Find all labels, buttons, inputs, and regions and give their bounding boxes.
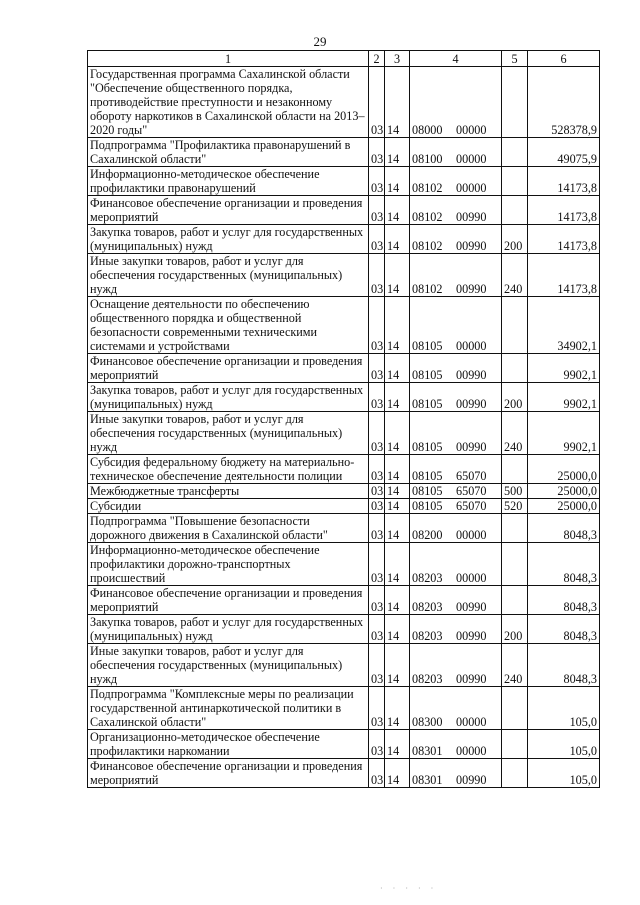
table-row: [88, 138, 600, 167]
header-row: [88, 51, 600, 67]
amount-cell: 9902,1: [528, 412, 600, 455]
column-header: 2: [369, 51, 385, 67]
table-row: [88, 687, 600, 730]
section-code-cell: 03: [369, 499, 385, 514]
section-code-cell: 03: [369, 586, 385, 615]
target-code-direction: 00000: [456, 152, 487, 166]
expense-type-cell: [502, 514, 528, 543]
amount-cell: 105,0: [528, 759, 600, 788]
target-code-cell: [410, 484, 502, 499]
subsection-code-cell: 14: [385, 455, 410, 484]
expense-type-cell: 200: [502, 383, 528, 412]
subsection-code-cell: 14: [385, 514, 410, 543]
subsection-code-cell: 14: [385, 196, 410, 225]
table-row: [88, 383, 600, 412]
amount-cell: 8048,3: [528, 615, 600, 644]
table-row: [88, 499, 600, 514]
target-code-cell: [410, 225, 502, 254]
target-code-cell: [410, 759, 502, 788]
expense-type-cell: 240: [502, 644, 528, 687]
expense-type-cell: [502, 297, 528, 354]
table-row: [88, 615, 600, 644]
amount-cell: 14173,8: [528, 196, 600, 225]
expense-type-cell: 200: [502, 225, 528, 254]
table-row: [88, 759, 600, 788]
row-name-cell: Организационно-методическое обеспечение профилактики наркомании: [88, 730, 369, 759]
target-code-program: 08301: [412, 744, 443, 758]
target-code-program: 08105: [412, 368, 443, 382]
subsection-code-cell: 14: [385, 730, 410, 759]
table-row: [88, 514, 600, 543]
amount-cell: 34902,1: [528, 297, 600, 354]
section-code-cell: 03: [369, 687, 385, 730]
expense-type-cell: [502, 455, 528, 484]
section-code-cell: 03: [369, 514, 385, 543]
target-code-direction: 00000: [456, 528, 487, 542]
target-code-cell: [410, 586, 502, 615]
section-code-cell: 03: [369, 730, 385, 759]
row-name-cell: Субсидии: [88, 499, 369, 514]
page-number: 29: [313, 34, 327, 49]
target-code-direction: 00990: [456, 210, 487, 224]
expense-type-cell: [502, 687, 528, 730]
target-code-direction: 00990: [456, 672, 487, 686]
target-code-direction: 00000: [456, 181, 487, 195]
subsection-code-cell: 14: [385, 167, 410, 196]
target-code-direction: 65070: [456, 484, 487, 498]
target-code-program: 08105: [412, 339, 443, 353]
section-code-cell: 03: [369, 412, 385, 455]
section-code-cell: 03: [369, 67, 385, 138]
target-code-cell: [410, 499, 502, 514]
target-code-program: 08102: [412, 282, 443, 296]
subsection-code-cell: 14: [385, 383, 410, 412]
target-code-program: 08203: [412, 672, 443, 686]
budget-table: [87, 50, 600, 788]
row-name-cell: Информационно-методическое обеспечение профилактики дорожно-транспортных происшествий: [88, 543, 369, 586]
target-code-cell: [410, 354, 502, 383]
section-code-cell: 03: [369, 383, 385, 412]
table-row: [88, 586, 600, 615]
subsection-code-cell: 14: [385, 687, 410, 730]
subsection-code-cell: 14: [385, 615, 410, 644]
section-code-cell: 03: [369, 297, 385, 354]
amount-cell: 49075,9: [528, 138, 600, 167]
row-name-cell: Закупка товаров, работ и услуг для государственных (муниципальных) нужд: [88, 615, 369, 644]
table-row: [88, 484, 600, 499]
expense-type-cell: 240: [502, 254, 528, 297]
expense-type-cell: [502, 759, 528, 788]
subsection-code-cell: 14: [385, 225, 410, 254]
target-code-program: 08105: [412, 499, 443, 513]
subsection-code-cell: 14: [385, 354, 410, 383]
expense-type-cell: 520: [502, 499, 528, 514]
target-code-program: 08100: [412, 152, 443, 166]
column-header: 3: [385, 51, 410, 67]
target-code-program: 08105: [412, 440, 443, 454]
subsection-code-cell: 14: [385, 297, 410, 354]
section-code-cell: 03: [369, 167, 385, 196]
section-code-cell: 03: [369, 225, 385, 254]
row-name-cell: Иные закупки товаров, работ и услуг для обеспечения государственных (муниципальных) нужд: [88, 412, 369, 455]
amount-cell: 8048,3: [528, 514, 600, 543]
target-code-program: 08203: [412, 571, 443, 585]
row-name-cell: Закупка товаров, работ и услуг для государственных (муниципальных) нужд: [88, 383, 369, 412]
target-code-cell: [410, 455, 502, 484]
row-name-cell: Межбюджетные трансферты: [88, 484, 369, 499]
section-code-cell: 03: [369, 138, 385, 167]
amount-cell: 9902,1: [528, 354, 600, 383]
row-name-cell: Подпрограмма "Повышение безопасности дорожного движения в Сахалинской области": [88, 514, 369, 543]
target-code-cell: [410, 196, 502, 225]
target-code-direction: 65070: [456, 469, 487, 483]
table-row: [88, 196, 600, 225]
section-code-cell: 03: [369, 455, 385, 484]
column-header: 1: [88, 51, 369, 67]
target-code-direction: 00000: [456, 715, 487, 729]
amount-cell: 14173,8: [528, 167, 600, 196]
section-code-cell: 03: [369, 759, 385, 788]
subsection-code-cell: 14: [385, 543, 410, 586]
target-code-program: 08102: [412, 210, 443, 224]
row-name-cell: Иные закупки товаров, работ и услуг для обеспечения государственных (муниципальных) нужд: [88, 254, 369, 297]
target-code-direction: 00000: [456, 339, 487, 353]
row-name-cell: Закупка товаров, работ и услуг для государственных (муниципальных) нужд: [88, 225, 369, 254]
target-code-direction: 00990: [456, 600, 487, 614]
column-header: 4: [410, 51, 502, 67]
target-code-cell: [410, 687, 502, 730]
table-row: [88, 354, 600, 383]
target-code-direction: 00000: [456, 123, 487, 137]
subsection-code-cell: 14: [385, 67, 410, 138]
column-header: 6: [528, 51, 600, 67]
target-code-cell: [410, 644, 502, 687]
target-code-direction: 00000: [456, 571, 487, 585]
amount-cell: 25000,0: [528, 484, 600, 499]
section-code-cell: 03: [369, 615, 385, 644]
table-row: [88, 67, 600, 138]
table-row: [88, 644, 600, 687]
row-name-cell: Подпрограмма "Комплексные меры по реализации государственной антинаркотической политики в Сахалинской области": [88, 687, 369, 730]
target-code-direction: 00000: [456, 744, 487, 758]
target-code-cell: [410, 67, 502, 138]
subsection-code-cell: 14: [385, 412, 410, 455]
target-code-cell: [410, 514, 502, 543]
target-code-direction: 00990: [456, 397, 487, 411]
target-code-program: 08200: [412, 528, 443, 542]
table-row: [88, 412, 600, 455]
row-name-cell: Финансовое обеспечение организации и проведения мероприятий: [88, 354, 369, 383]
section-code-cell: 03: [369, 644, 385, 687]
target-code-cell: [410, 167, 502, 196]
subsection-code-cell: 14: [385, 499, 410, 514]
row-name-cell: Финансовое обеспечение организации и проведения мероприятий: [88, 586, 369, 615]
target-code-cell: [410, 297, 502, 354]
target-code-direction: 00990: [456, 440, 487, 454]
row-name-cell: Оснащение деятельности по обеспечению общественного порядка и общественной безопасности современными техническими системами и устройствами: [88, 297, 369, 354]
amount-cell: 105,0: [528, 687, 600, 730]
target-code-program: 08102: [412, 239, 443, 253]
table-row: [88, 730, 600, 759]
expense-type-cell: 500: [502, 484, 528, 499]
row-name-cell: Подпрограмма "Профилактика правонарушений в Сахалинской области": [88, 138, 369, 167]
subsection-code-cell: 14: [385, 254, 410, 297]
target-code-cell: [410, 615, 502, 644]
target-code-cell: [410, 138, 502, 167]
target-code-program: 08102: [412, 181, 443, 195]
target-code-program: 08105: [412, 469, 443, 483]
section-code-cell: 03: [369, 254, 385, 297]
amount-cell: 528378,9: [528, 67, 600, 138]
section-code-cell: 03: [369, 543, 385, 586]
section-code-cell: 03: [369, 354, 385, 383]
amount-cell: 25000,0: [528, 499, 600, 514]
table-row: [88, 455, 600, 484]
table-row: [88, 297, 600, 354]
row-name-cell: Государственная программа Сахалинской области "Обеспечение общественного порядка, противодействие преступности и незаконному обороту наркотиков в Сахалинской области на 2013–2020 годы": [88, 67, 369, 138]
amount-cell: 8048,3: [528, 543, 600, 586]
target-code-cell: [410, 254, 502, 297]
target-code-direction: 65070: [456, 499, 487, 513]
expense-type-cell: [502, 586, 528, 615]
table-row: [88, 225, 600, 254]
expense-type-cell: [502, 354, 528, 383]
target-code-direction: 00990: [456, 368, 487, 382]
amount-cell: 9902,1: [528, 383, 600, 412]
row-name-cell: Информационно-методическое обеспечение профилактики правонарушений: [88, 167, 369, 196]
target-code-direction: 00990: [456, 773, 487, 787]
target-code-direction: 00990: [456, 629, 487, 643]
section-code-cell: 03: [369, 484, 385, 499]
row-name-cell: Субсидия федеральному бюджету на материально-техническое обеспечение деятельности полиции: [88, 455, 369, 484]
expense-type-cell: [502, 167, 528, 196]
section-code-cell: 03: [369, 196, 385, 225]
target-code-direction: 00990: [456, 239, 487, 253]
amount-cell: 14173,8: [528, 225, 600, 254]
target-code-cell: [410, 730, 502, 759]
target-code-program: 08300: [412, 715, 443, 729]
expense-type-cell: [502, 138, 528, 167]
expense-type-cell: [502, 543, 528, 586]
table-row: [88, 167, 600, 196]
amount-cell: 14173,8: [528, 254, 600, 297]
subsection-code-cell: 14: [385, 484, 410, 499]
amount-cell: 105,0: [528, 730, 600, 759]
expense-type-cell: [502, 67, 528, 138]
expense-type-cell: 200: [502, 615, 528, 644]
column-header: 5: [502, 51, 528, 67]
subsection-code-cell: 14: [385, 759, 410, 788]
target-code-direction: 00990: [456, 282, 487, 296]
target-code-cell: [410, 543, 502, 586]
expense-type-cell: 240: [502, 412, 528, 455]
scan-artifact: · · · · ·: [380, 884, 438, 893]
target-code-program: 08105: [412, 484, 443, 498]
target-code-program: 08203: [412, 600, 443, 614]
subsection-code-cell: 14: [385, 586, 410, 615]
target-code-cell: [410, 383, 502, 412]
target-code-cell: [410, 412, 502, 455]
row-name-cell: Финансовое обеспечение организации и проведения мероприятий: [88, 196, 369, 225]
target-code-program: 08301: [412, 773, 443, 787]
target-code-program: 08000: [412, 123, 443, 137]
amount-cell: 25000,0: [528, 455, 600, 484]
row-name-cell: Иные закупки товаров, работ и услуг для обеспечения государственных (муниципальных) нужд: [88, 644, 369, 687]
amount-cell: 8048,3: [528, 644, 600, 687]
expense-type-cell: [502, 730, 528, 759]
table-row: [88, 543, 600, 586]
table-row: [88, 254, 600, 297]
target-code-program: 08203: [412, 629, 443, 643]
subsection-code-cell: 14: [385, 138, 410, 167]
target-code-program: 08105: [412, 397, 443, 411]
subsection-code-cell: 14: [385, 644, 410, 687]
row-name-cell: Финансовое обеспечение организации и проведения мероприятий: [88, 759, 369, 788]
amount-cell: 8048,3: [528, 586, 600, 615]
expense-type-cell: [502, 196, 528, 225]
